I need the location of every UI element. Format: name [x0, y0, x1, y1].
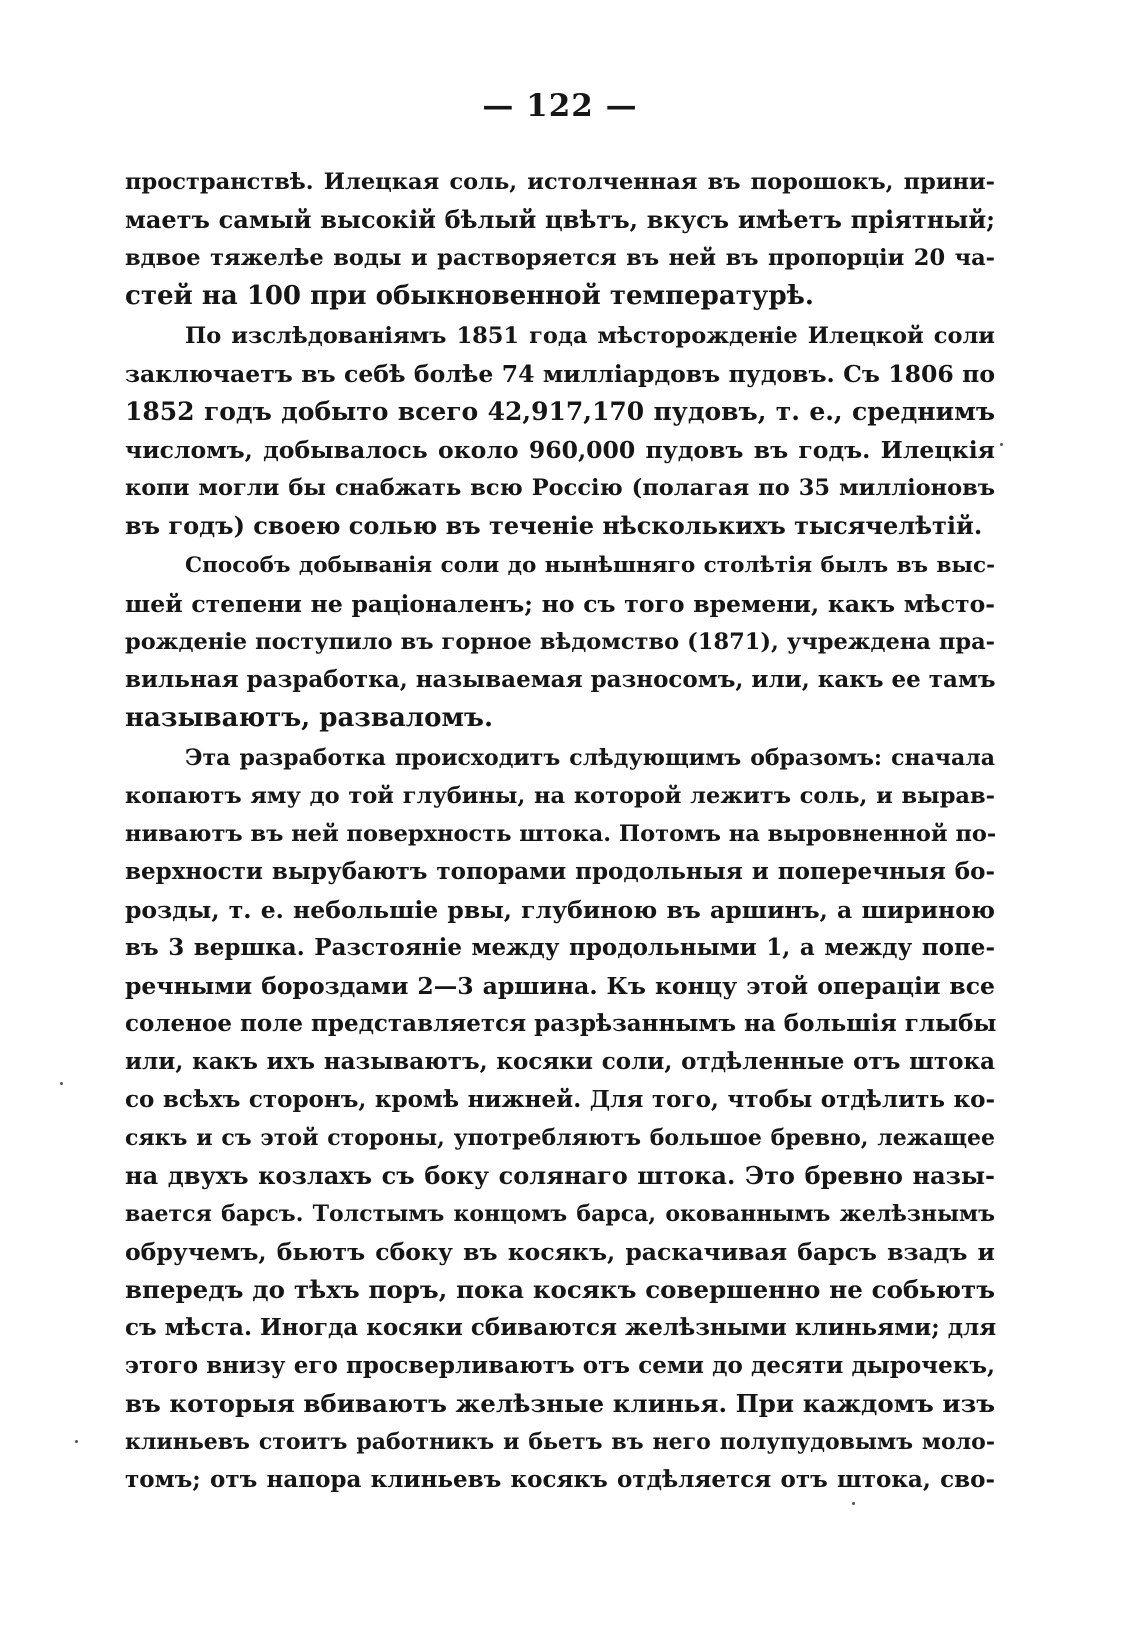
text-line: верхности вырубаютъ топорами продольныя и поперечныя бо-: [125, 858, 995, 885]
text-line: По изслѣдованіямъ 1851 года мѣсторожденіе Илецкой соли: [185, 323, 995, 349]
scan-speck: [60, 1082, 63, 1085]
text-line: въ которыя вбиваютъ желѣзные клинья. При каждомъ изъ: [125, 1389, 995, 1418]
text-line: на двухъ козлахъ съ боку солянаго штока. Это бревно назы-: [125, 1161, 995, 1190]
page-number: — 122 —: [482, 88, 638, 124]
text-line: ниваютъ въ ней поверхность штока. Потомъ на выровненной по-: [125, 821, 997, 847]
text-line: Эта разработка происходитъ слѣдующимъ образомъ: сначала: [185, 745, 995, 771]
text-line: Способъ добыванія соли до нынѣшняго столѣтія былъ въ выс-: [185, 553, 995, 578]
book-page: [125, 0, 995, 1632]
text-line: заключаетъ въ себѣ болѣе 74 милліардовъ пудовъ. Съ 1806 по: [125, 360, 995, 388]
text-line: томъ; отъ напора клиньевъ косякъ отдѣляется отъ штока, сво-: [125, 1466, 995, 1493]
text-line: вильная разработка, называемая разносомъ, или, какъ ее тамъ: [125, 666, 996, 693]
text-line: въ 3 вершка. Разстояніе между продольными 1, а между попе-: [125, 934, 995, 961]
text-line: стей на 100 при обыкновенной температурѣ.: [125, 281, 814, 311]
text-line: съ мѣста. Иногда косяки сбиваются желѣзными клиньями; для: [125, 1314, 997, 1341]
scan-speck: [1000, 443, 1003, 446]
text-line: пространствѣ. Илецкая соль, истолченная въ порошокъ, прини-: [125, 169, 995, 195]
text-line: шей степени не раціоналенъ; но съ того времени, какъ мѣсто-: [125, 590, 995, 618]
text-line: или, какъ ихъ называютъ, косяки соли, отдѣленные отъ штока: [125, 1048, 995, 1075]
text-line: впередъ до тѣхъ поръ, пока косякъ совершенно не собьютъ: [125, 1275, 995, 1304]
body-text: [125, 163, 995, 1499]
text-line: копи могли бы снабжать всю Россію (полагая по 35 милліоновъ: [125, 475, 995, 501]
text-line: 1852 годъ добыто всего 42,917,170 пудовъ, т. е., среднимъ: [125, 397, 995, 426]
text-line: числомъ, добывалось около 960,000 пудовъ въ годъ. Илецкія: [125, 436, 995, 464]
text-line: со всѣхъ сторонъ, кромѣ нижней. Для того, чтобы отдѣлить ко-: [125, 1086, 995, 1113]
scan-speck: [852, 1502, 855, 1505]
text-line: этого внизу его просверливаютъ отъ семи до десяти дырочекъ,: [125, 1352, 995, 1379]
text-line: обручемъ, бьютъ сбоку въ косякъ, раскачивая барсъ взадъ и: [125, 1238, 995, 1266]
scan-speck: [75, 1440, 78, 1443]
text-line: вдвое тяжелѣе воды и растворяется въ ней въ пропорціи 20 ча-: [125, 245, 995, 271]
paragraph-2: [125, 317, 995, 545]
paragraph-1: [125, 163, 995, 315]
text-line: въ годъ) своею солью въ теченіе нѣсколькихъ тысячелѣтій.: [125, 511, 983, 540]
text-line: называютъ, разваломъ.: [125, 703, 494, 733]
text-line: сякъ и съ этой стороны, употребляютъ большое бревно, лежащее: [125, 1125, 995, 1151]
paragraph-4: [125, 739, 995, 1499]
paragraph-3: [125, 547, 995, 737]
text-line: клиньевъ стоитъ работникъ и бьетъ въ него полупудовымъ моло-: [125, 1429, 995, 1455]
text-line: маетъ самый высокій бѣлый цвѣтъ, вкусъ имѣетъ пріятный;: [125, 205, 995, 234]
text-line: соленое поле представляется разрѣзаннымъ на большія глыбы: [125, 1010, 997, 1037]
text-line: розды, т. е. небольшіе рвы, глубиною въ аршинъ, а шириною: [125, 896, 995, 924]
text-line: вается барсъ. Толстымъ концомъ барса, окованнымъ желѣзнымъ: [125, 1201, 995, 1227]
text-line: копаютъ яму до той глубины, на которой лежитъ соль, и вырав-: [125, 783, 995, 809]
text-line: речными бороздами 2—3 аршина. Къ концу этой операціи все: [125, 972, 995, 1000]
text-line: рожденіе поступило въ горное вѣдомство (1871), учреждена пра-: [125, 629, 995, 655]
